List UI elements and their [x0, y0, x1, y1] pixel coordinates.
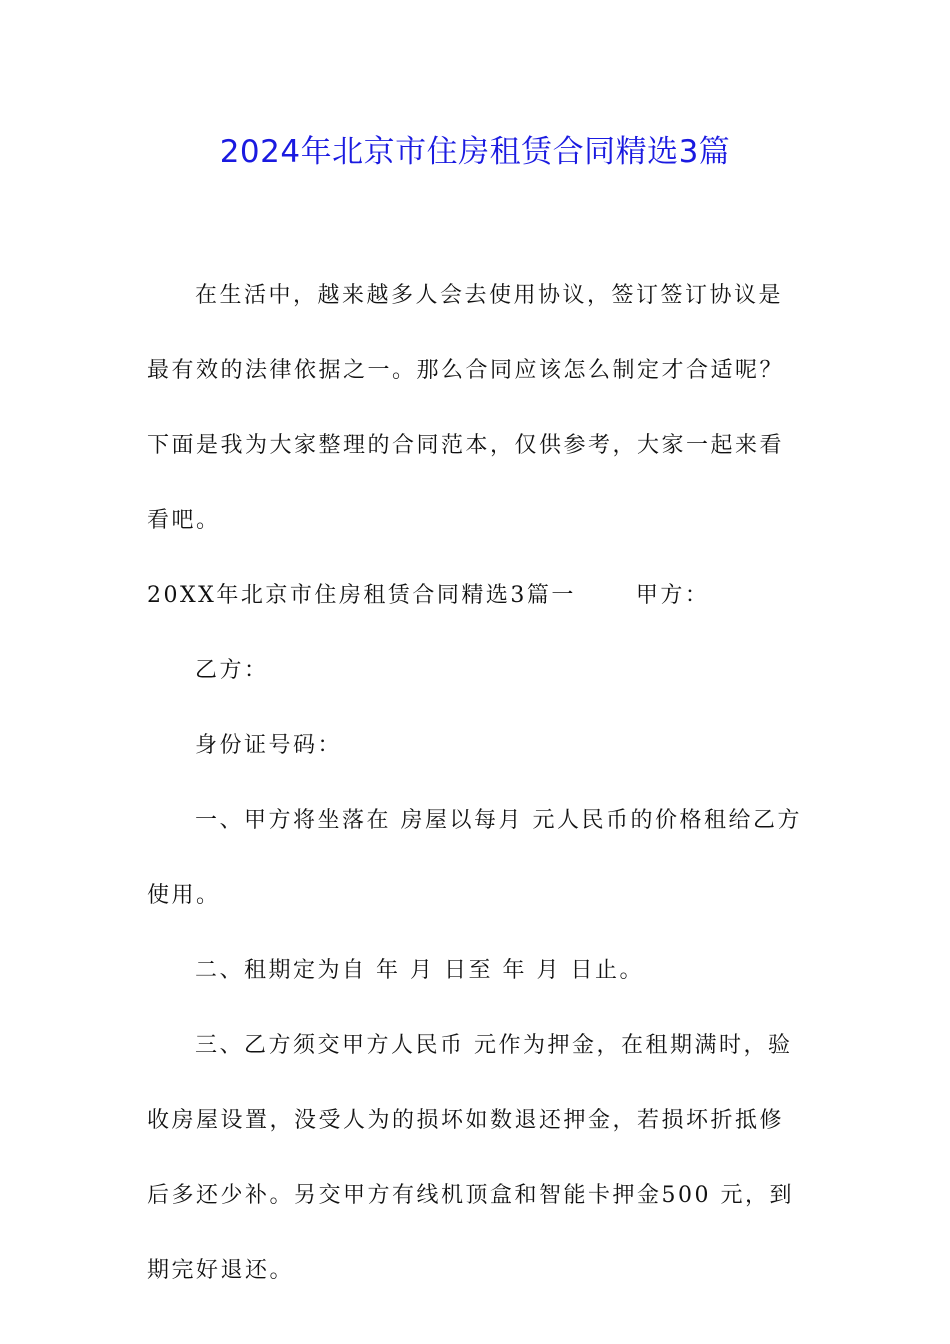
clause-2: 二、租期定为自 年 月 日至 年 月 日止。: [195, 958, 644, 983]
party-b-label: 乙方：: [195, 658, 269, 683]
intro-paragraph: 在生活中，越来越多人会去使用协议，签订签订协议是最有效的法律依据之一。那么合同应该怎么制定才合适呢？下面是我为大家整理的合同范本，仅供参考，大家一起来看看吧。: [147, 283, 785, 533]
id-number-label: 身份证号码：: [195, 733, 343, 758]
section-heading-line: [147, 558, 807, 633]
party-a-label: 甲方：: [635, 583, 710, 608]
clause-1: 一、甲方将坐落在 房屋以每月 元人民币的价格租给乙方使用。: [147, 808, 802, 908]
document-title: 2024年北京市住房租赁合同精选3篇: [219, 134, 731, 170]
document-body: [147, 258, 807, 1308]
clause-3: 三、乙方须交甲方人民币 元作为押金，在租期满时，验收房屋设置，没受人为的损坏如数退还押金，若损坏折抵修后多还少补。另交甲方有线机顶盒和智能卡押金500 元，到期完好退还。: [147, 1033, 794, 1283]
section-heading: 20XX年北京市住房租赁合同精选3篇一: [147, 583, 576, 608]
